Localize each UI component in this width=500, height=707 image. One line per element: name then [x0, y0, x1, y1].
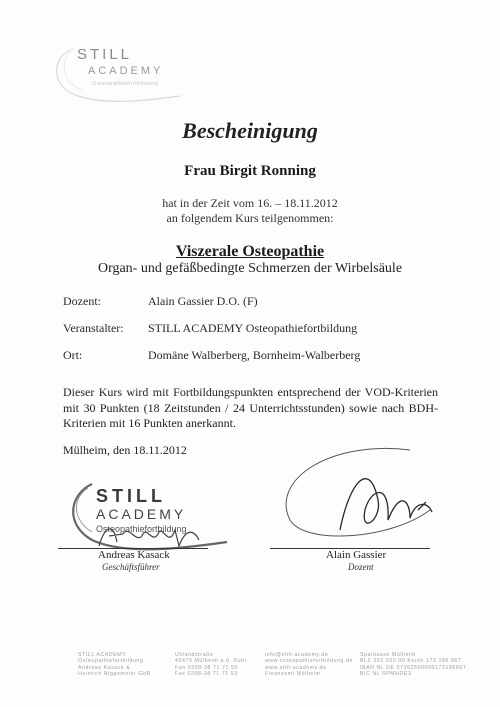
footer-text: BIC NL SPMHDE3: [360, 671, 412, 678]
lecturer-label: Dozent:: [63, 294, 101, 308]
footer-text: Fax 0208-38 71 71 53: [175, 671, 238, 678]
footer-text: Finanzamt Mülheim: [265, 671, 321, 678]
organizer-label: Veranstalter:: [63, 321, 124, 335]
course-subtitle: Organ- und gefäßbedingte Schmerzen der Wirbelsäule: [97, 261, 403, 276]
stamp-line-subtitle: Osteopathiefortbildung: [96, 524, 187, 534]
footer-text: Fon 0208-38 71 71 50: [175, 664, 239, 671]
footer-address: [175, 652, 247, 678]
course-title: Viszerale Osteopathie: [175, 243, 325, 260]
signatory-right-role: Dozent: [348, 562, 374, 572]
signature-right-icon: [260, 440, 460, 550]
logo-line-academy: ACADEMY: [88, 65, 164, 77]
footer-bank: [360, 652, 466, 678]
place-date: Mülheim, den 18.11.2012: [63, 443, 187, 457]
footer-text: Sparkasse Mülheim: [360, 652, 416, 658]
footer-text: www.osteopathiefortbildung.de: [265, 658, 354, 665]
certificate-title: Bescheinigung: [182, 118, 318, 143]
stamp-line-academy: ACADEMY: [96, 506, 187, 522]
footer-text: info@still-academy.de: [265, 652, 329, 658]
organizer-value: STILL ACADEMY Osteopathiefortbildung: [148, 321, 358, 335]
recipient-name: Frau Birgit Ronning: [184, 163, 316, 179]
footer-text: Uhlandstraße: [175, 652, 214, 658]
logo-line-still: STILL: [77, 46, 133, 63]
accreditation-text: Dieser Kurs wird mit Fortbildungspunkten entsprechend der VOD-Kriterien mit 30 Punkten (18 Zeitstunden / 24 Unterrichtsstunden) sowie nach BDH-Kriterien mit 16 Punkten anerkannt.: [63, 385, 438, 430]
signatory-left-role: Geschäftsführer: [102, 562, 160, 572]
location-value: Domäne Walberberg, Bornheim-Walberberg: [148, 348, 361, 362]
logo-line-subtitle: Osteopathiefortbildung: [92, 81, 159, 87]
footer-text: Heinrich Niggemeier GbR: [78, 671, 151, 678]
footer-text: Osteopathiefortbildung: [78, 658, 144, 665]
footer-text: IBAN NL DE 57362500000173186867: [360, 664, 467, 671]
location-label: Ort:: [63, 348, 83, 362]
still-academy-logo: [30, 38, 190, 113]
footer-company: [78, 652, 151, 678]
signatory-left-name: Andreas Kasack: [98, 549, 170, 561]
footer-web: [265, 652, 353, 678]
lecturer-value: Alain Gassier D.O. (F): [148, 294, 258, 308]
attended-text: an folgendem Kurs teilgenommen:: [166, 211, 334, 225]
footer-text: BLZ 362 500 00 Konto 173 186 867: [360, 658, 462, 665]
footer-text: www.still-academy.de: [265, 664, 327, 671]
stamp-line-still: STILL: [96, 486, 166, 506]
footer-text: Andreas Kasack &: [78, 664, 131, 671]
course-period: hat in der Zeit vom 16. – 18.11.2012: [162, 196, 338, 210]
footer-text: 45479 Mülheim a.d. Ruhr: [175, 658, 248, 665]
footer-text: STILL ACADEMY: [78, 652, 127, 658]
signatory-right-name: Alain Gassier: [326, 549, 387, 561]
